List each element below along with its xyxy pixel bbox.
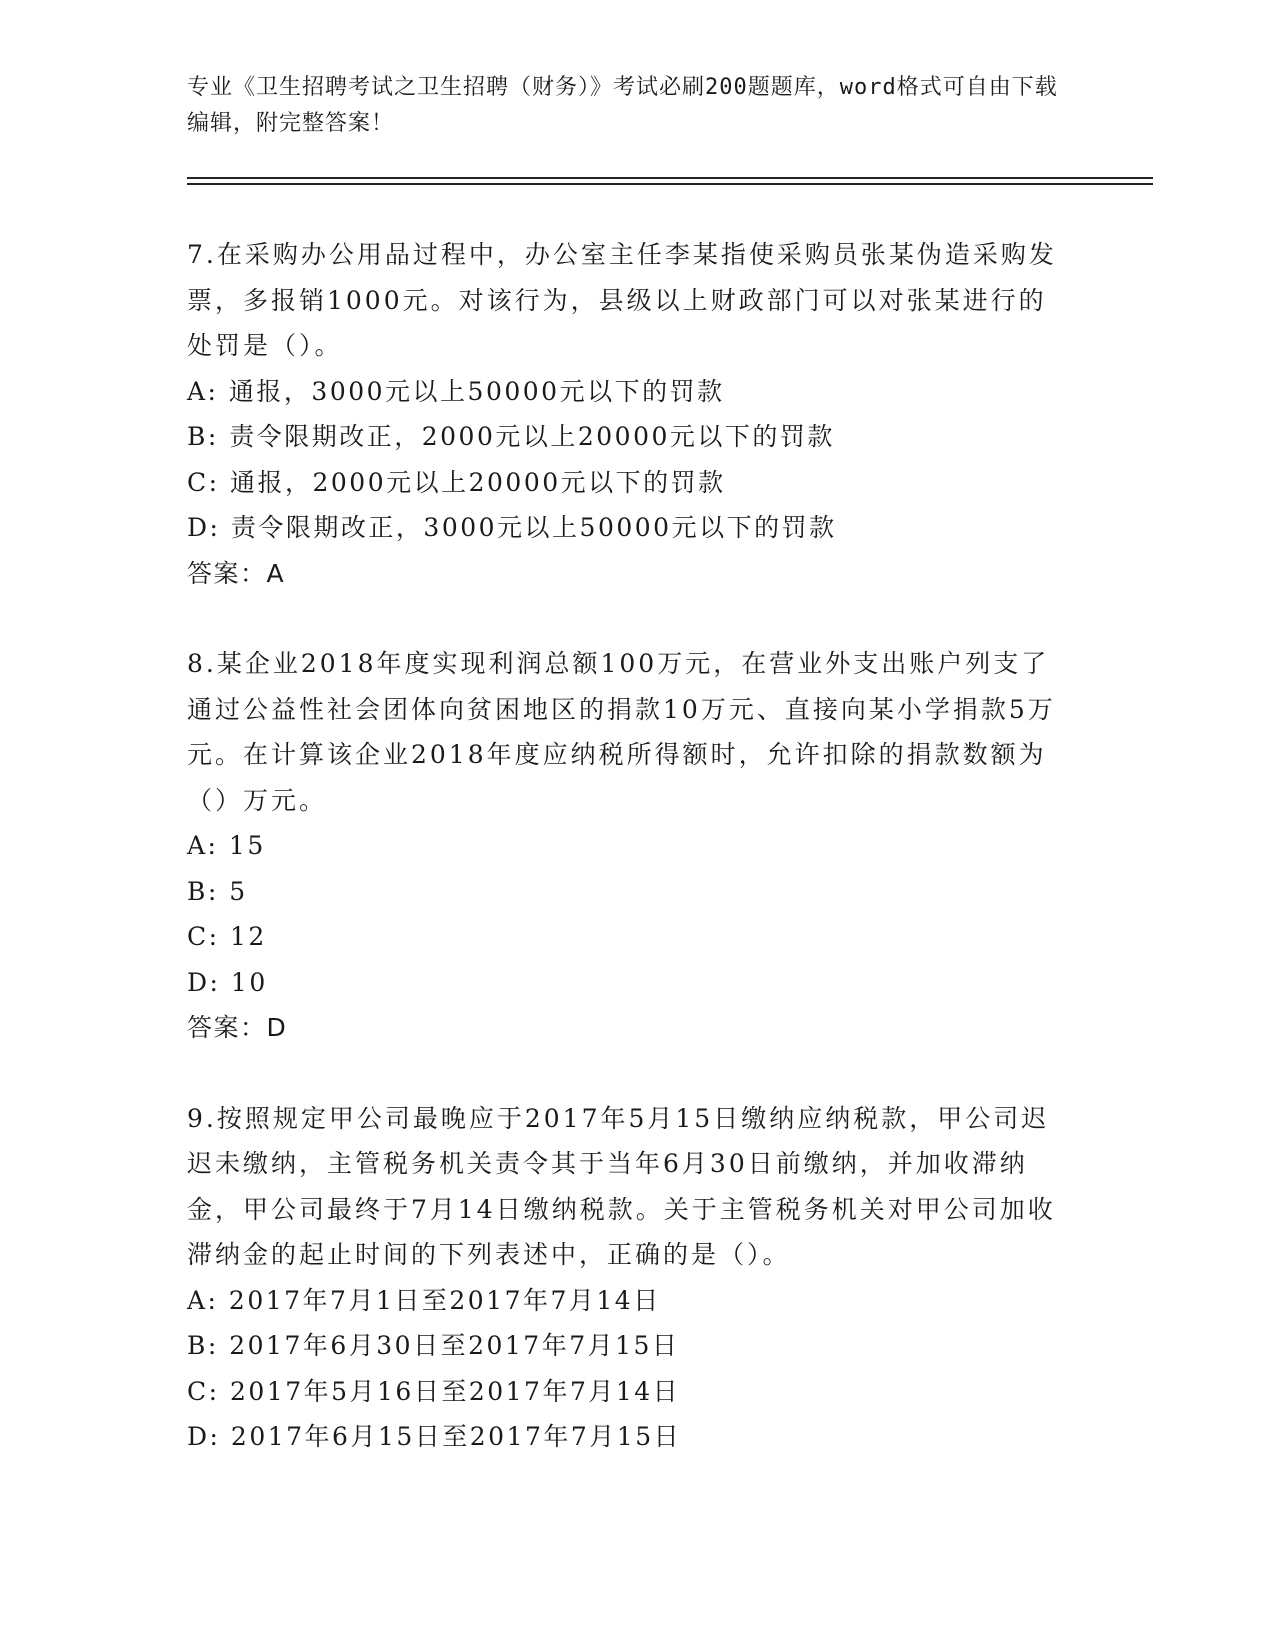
document-header: 专业《卫生招聘考试之卫生招聘（财务）》考试必刷200题题库，word格式可自由下载编辑，附完整答案！	[187, 75, 1058, 136]
question-text: 7.在采购办公用品过程中，办公室主任李某指使采购员张某伪造采购发票，多报销1000元。对该行为，县级以上财政部门可以对张某进行的处罚是（）。	[187, 240, 1057, 360]
question-9	[187, 1096, 1067, 1460]
answer: 答案：A	[187, 558, 286, 588]
answer: 答案：D	[187, 1013, 288, 1042]
option-c: C: 通报，2000元以上20000元以下的罚款	[187, 467, 726, 497]
option-b: B: 5	[187, 876, 248, 906]
question-text: 9.按照规定甲公司最晚应于2017年5月15日缴纳应纳税款，甲公司迟迟未缴纳，主管税务机关责令其于当年6月30日前缴纳，并加收滞纳金，甲公司最终于7月14日缴纳税款。关于主管税务机关对甲公司加收滞纳金的起止时间的下列表述中，正确的是（）。	[187, 1103, 1056, 1269]
option-d: D: 10	[187, 967, 268, 997]
option-c: C: 2017年5月16日至2017年7月14日	[187, 1376, 681, 1406]
option-c: C: 12	[187, 922, 267, 951]
question-8	[187, 641, 1067, 1051]
option-d: D: 2017年6月15日至2017年7月15日	[187, 1422, 682, 1451]
option-d: D: 责令限期改正，3000元以上50000元以下的罚款	[187, 513, 837, 542]
option-a: A: 通报，3000元以上50000元以下的罚款	[187, 376, 725, 406]
question-text: 8.某企业2018年度实现利润总额100万元，在营业外支出账户列支了通过公益性社会团体向贫困地区的捐款10万元、直接向某小学捐款5万元。在计算该企业2018年度应纳税所得额时，允许扣除的捐款数额为（）万元。	[187, 649, 1056, 815]
option-b: B: 责令限期改正，2000元以上20000元以下的罚款	[187, 422, 835, 451]
header-divider-bottom	[187, 183, 1153, 185]
option-a: A: 15	[187, 831, 266, 860]
option-b: B: 2017年6月30日至2017年7月15日	[187, 1331, 680, 1360]
question-list	[187, 232, 1067, 1505]
question-7	[187, 232, 1067, 596]
option-a: A: 2017年7月1日至2017年7月14日	[187, 1285, 661, 1315]
header-divider-top	[187, 177, 1153, 179]
